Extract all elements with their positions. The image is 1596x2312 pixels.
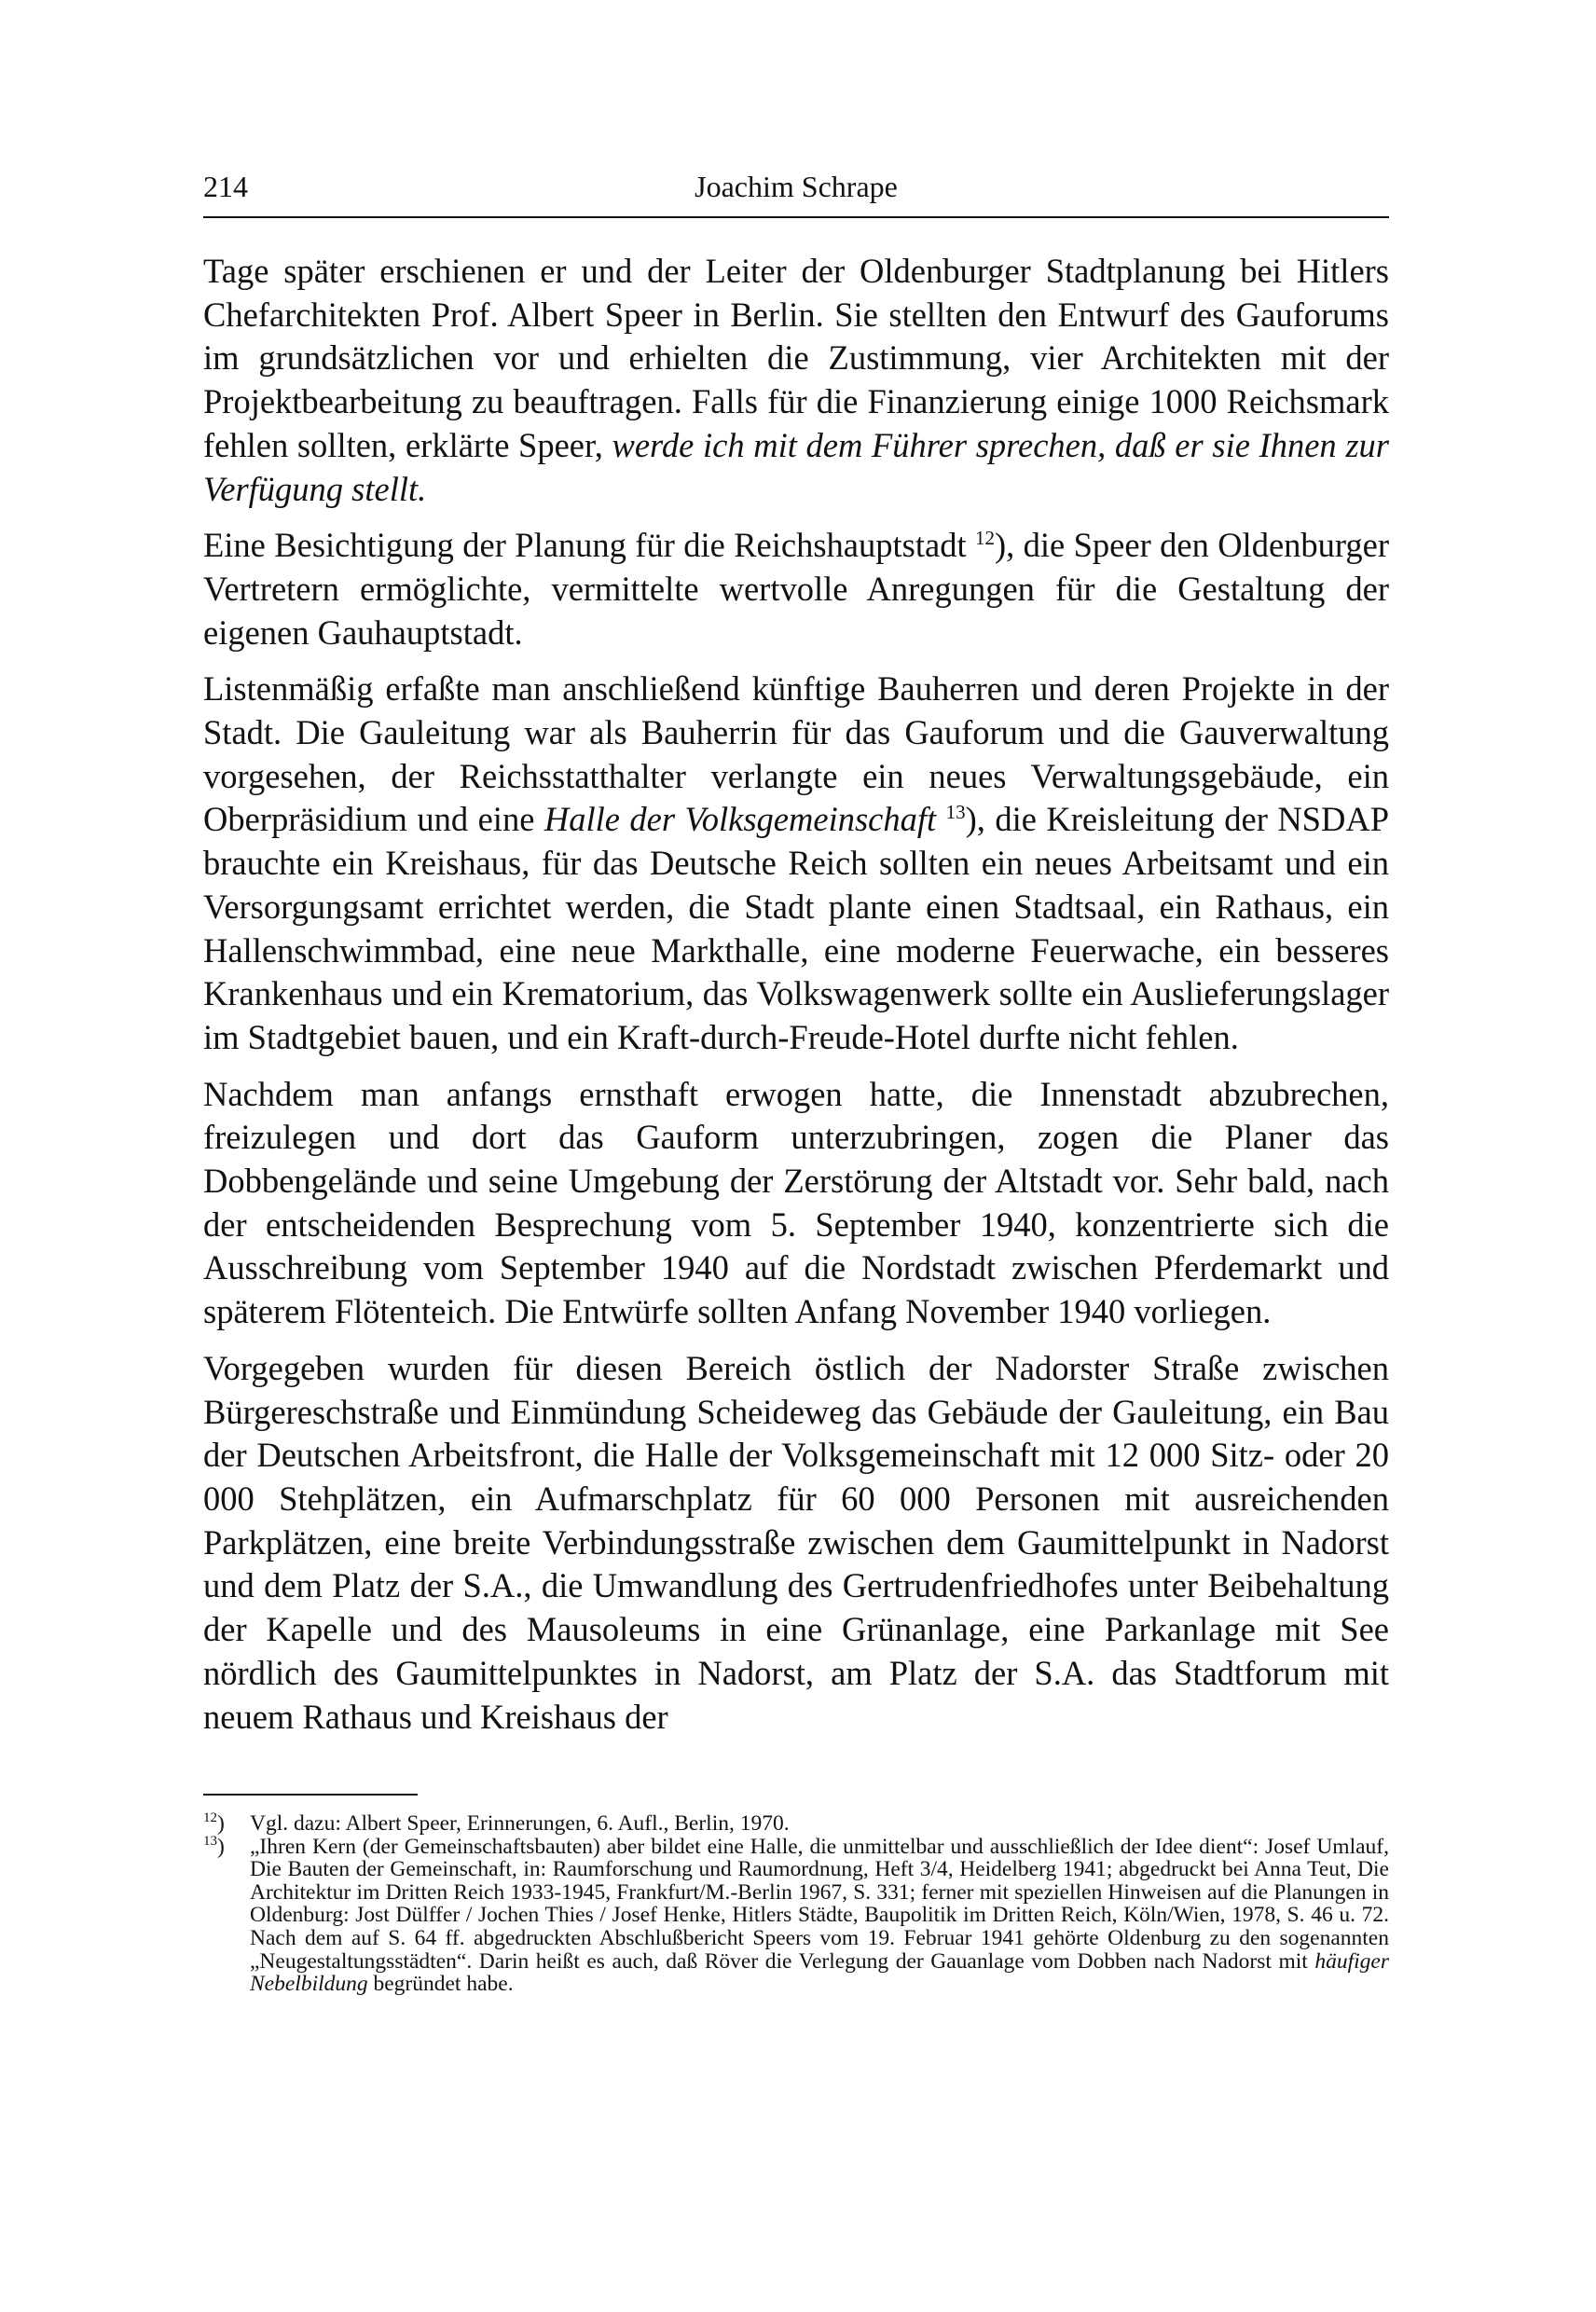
paragraph-text: ), die Kreisleitung der NSDAP brauchte ein Kreishaus, für das Deutsche Reich sollten ein neues Arbeitsamt und ein Versorgungsamt errichtet werden, die Stadt plante einen Stadtsaal, ein Rathaus, ein Hallenschwimmbad, eine neue Markthalle, eine moderne Feuerwache, ein besseres Krankenhaus und ein Krematorium, das Volkswagenwerk sollte ein Auslieferungslager im Stadtgebiet bauen, und ein Kraft-durch-Freude-Hotel durfte nicht fehlen. xyxy=(203,800,1390,1056)
footnote-mark xyxy=(203,1833,225,1859)
title-italic: Halle der Volksgemeinschaft xyxy=(543,800,937,839)
paragraph-text: Vorgegeben wurden für diesen Bereich östlich der Nadorster Straße zwischen Bürgereschstraße und Einmündung Scheideweg das Gebäude der Gauleitung, ein Bau der Deutschen Arbeitsfront, die Halle der Volksgemeinschaft mit 12 000 Sitz- oder 20 000 Stehplätzen, ein Aufmarschplatz für 60 000 Personen mit ausreichenden Parkplätzen, eine breite Verbindungsstraße zwischen dem Gaumittelpunkt in Nadorst und dem Platz der S.A., die Umwandlung des Gertrudenfriedhofes unter Beibehaltung der Kapelle und des Mausoleums in eine Grünanlage, eine Parkanlage mit See nördlich des Gaumittelpunktes in Nadorst, am Platz der S.A. das Stadtforum mit neuem Rathaus und Kreishaus der xyxy=(203,1348,1389,1736)
footnote-italic: häufiger Nebelbildung xyxy=(250,1948,1390,1997)
quote-italic: werde ich mit dem Führer sprechen, daß er sie Ihnen zur Verfügung stellt. xyxy=(203,425,1389,508)
page-number: 214 xyxy=(203,170,248,203)
footnote-number: 12 xyxy=(203,1810,217,1826)
footnotes xyxy=(203,1812,1389,1996)
footnote-mark xyxy=(203,1812,225,1836)
page-header xyxy=(203,170,1389,211)
footnote-ref[interactable]: 12 xyxy=(974,527,995,550)
footnote-ref[interactable]: 13 xyxy=(945,801,966,824)
paragraph-5 xyxy=(203,1347,1389,1739)
footnote-number: 13 xyxy=(203,1833,217,1849)
footnote-text: begründet habe. xyxy=(373,1972,514,1997)
paragraph-text: ), die Speer den Oldenburger Vertretern ermöglichte, vermittelte wertvolle Anregungen für die Gestaltung der eigenen Gauhauptstadt. xyxy=(203,526,1390,652)
footnote-13 xyxy=(203,1833,1390,1997)
paragraph-4 xyxy=(203,1073,1389,1334)
body-text xyxy=(203,250,1389,1752)
paragraph-3 xyxy=(203,667,1389,1059)
footnote-rule xyxy=(203,1794,418,1796)
header-rule xyxy=(203,216,1389,218)
running-head: Joachim Schrape xyxy=(695,170,898,203)
paragraph-text: Eine Besichtigung der Planung für die Reichshauptstadt xyxy=(203,526,967,565)
footnote-12 xyxy=(203,1812,1389,1836)
paragraph-1 xyxy=(203,250,1389,511)
paragraph-2 xyxy=(203,524,1389,654)
paragraph-text: Listenmäßig erfaßte man anschließend künftige Bauherren und deren Projekte in der Stadt. Die Gauleitung war als Bauherrin für das Gauforum und die Gauverwaltung vorgesehen, der Reichsstatthalter verlangte ein neues Verwaltungsgebäude, ein Oberpräsidium und eine xyxy=(203,669,1389,839)
footnote-text: „Ihren Kern (der Gemeinschaftsbauten) aber bildet eine Halle, die unmittelbar und ausschließlich der Idee dient“: Josef Umlauf, Die Bauten der Gemeinschaft, in: Raumforschung und Raumordnung, Heft 3/4, Heidelberg 1941; abgedruckt bei Anna Teut, Die Architektur im Dritten Reich 1933-1945, Frankfurt/M.-Berlin 1967, S. 331; ferner mit speziellen Hinweisen auf die Planungen in Oldenburg: Jost Dülffer / Jochen Thies / Josef Henke, Hitlers Städte, Baupolitik im Dritten Reich, Köln/Wien, 1978, S. 46 u. 72. Nach dem auf S. 64 ff. abgedruckten Abschlußbericht Speers vom 19. Februar 1941 gehörte Oldenburg zu den sogenannten „Neugestaltungsstädten“. Darin heißt es auch, daß Röver die Verlegung der Gauanlage vom Dobben nach Nadorst mit xyxy=(250,1834,1389,1974)
footnote-paren: ) xyxy=(217,1811,225,1836)
paragraph-text: Nachdem man anfangs ernsthaft erwogen hatte, die Innenstadt abzubrechen, freizulegen und dort das Gauform unterzubringen, zogen die Planer das Dobbengelände und seine Umgebung der Zerstörung der Altstadt vor. Sehr bald, nach der entscheidenden Besprechung vom 5. September 1940, konzentrierte sich die Ausschreibung vom September 1940 auf die Nordstadt zwischen Pferdemarkt und späterem Flötenteich. Die Entwürfe sollten Anfang November 1940 vorliegen. xyxy=(203,1074,1389,1331)
paragraph-text: Tage später erschienen er und der Leiter der Oldenburger Stadtplanung bei Hitlers Chefarchitekten Prof. Albert Speer in Berlin. Sie stellten den Entwurf des Gauforums im grundsätzlichen vor und erhielten die Zustimmung, vier Architekten mit der Projektbearbeitung zu beauftragen. Falls für die Finanzierung einige 1000 Reichsmark fehlen sollten, erklärte Speer, xyxy=(203,252,1389,464)
footnote-text: Vgl. dazu: Albert Speer, Erinnerungen, 6. Aufl., Berlin, 1970. xyxy=(250,1811,790,1836)
footnote-paren: ) xyxy=(217,1834,225,1859)
